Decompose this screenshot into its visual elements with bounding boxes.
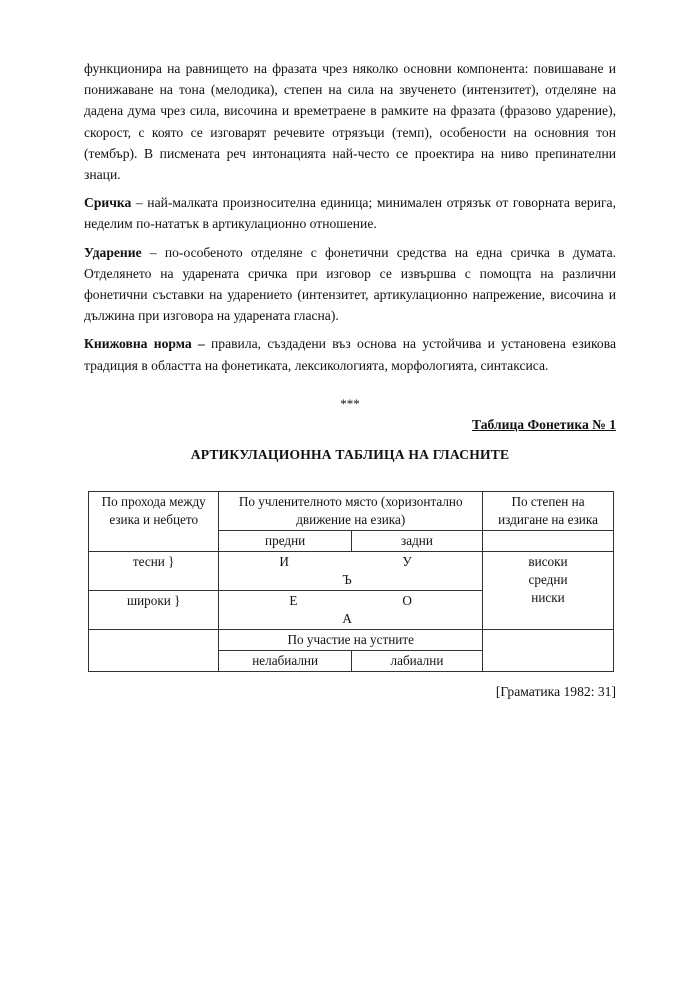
rise-high: високи — [528, 554, 568, 569]
definition-syllable: най-малката произносителна единица; минимален отрязък от говорната верига, неделим по-нататък в артикулационно отношение. — [84, 195, 616, 232]
header-back: задни — [351, 531, 482, 552]
cell-labial: лабиални — [351, 651, 482, 672]
source-citation: [Граматика 1982: 31] — [495, 684, 616, 699]
paragraph-stress: Ударение – по-особеното отделяне с фонетични средства на една сричка в думата. Отделянето на ударената сричка при изговор се извършва с помощта на различни фонетични съставки на ударението (интензитет, артикулационно напрежение, височина и дължина при изговора на ударената гласна). — [84, 244, 617, 324]
vowel-o: О — [402, 593, 412, 608]
header-place: По учленителното място (хоризонтално движение на езика) — [219, 492, 483, 531]
lips-empty-cell — [89, 630, 219, 672]
lips-right-empty-cell — [483, 630, 614, 672]
rise-low: ниски — [531, 590, 565, 605]
table-reference: Таблица Фонетика № 1 — [472, 417, 616, 432]
vowel-table — [88, 491, 614, 672]
rise-mid: средни — [528, 572, 568, 587]
header-passage: По прохода между езика и небцето — [89, 492, 219, 552]
vowel-i: И — [279, 554, 289, 569]
row-narrow-label: тесни } — [89, 552, 219, 591]
header-rise-spacer — [483, 531, 614, 552]
vowel-u: У — [402, 554, 412, 569]
cell-nonlabial: нелабиални — [219, 651, 351, 672]
definition-literary-norm: правила, създадени въз основа на устойчива и установена езикова традиция в областта на фонетиката, лексикологията, морфологията, синтаксиса. — [84, 336, 616, 373]
term-literary-norm: Книжовна норма – — [84, 336, 205, 352]
paragraph-intonation — [84, 58, 616, 185]
row-wide-vowels — [219, 591, 483, 630]
rise-values — [483, 552, 614, 630]
table-title: АРТИКУЛАЦИОННА ТАБЛИЦА НА ГЛАСНИТЕ — [190, 447, 510, 462]
paragraph-literary-norm — [84, 333, 616, 375]
row-narrow-vowels — [219, 552, 483, 591]
definition-stress: по-особеното отделяне с фонетични средства на една сричка в думата. Отделянето на ударената сричка при изговор се извършва с помощта на различни фонетични съставки на ударението (интензитет, артикулационно напрежение, височина и дължина при изговора на ударената гласна). — [84, 244, 617, 324]
paragraph-syllable: Сричка – най-малката произносителна единица; минимален отрязък от говорната верига, неделим по-нататък в артикулационно отношение. — [84, 195, 616, 232]
vowel-schwa: Ъ — [342, 572, 352, 587]
term-syllable: Сричка — [84, 195, 132, 211]
header-front: предни — [219, 531, 351, 552]
document-page — [84, 58, 617, 699]
header-rise: По степен на издигане на езика — [483, 492, 614, 531]
vowel-a: А — [342, 611, 352, 626]
vowel-e: Е — [289, 593, 298, 608]
section-separator: *** — [340, 396, 360, 411]
row-wide-label: широки } — [89, 591, 219, 630]
header-lips: По участие на устните — [219, 630, 483, 651]
term-stress: Ударение — [84, 244, 142, 260]
definition: функционира на равнището на фразата чрез няколко основни компонента: повишаване и понижаване на тона (мелодика), степен на сила на звученето (интензитет), отделяне на дадена дума чрез сила, височина и времетраене в рамките на фразата (фразово ударение), скорост, с която се изговарят речевите отрязъци (темп), особености на основния тон (тембър). В писмената реч интонацията най-често се проектира на ниво препинателни знаци. — [84, 61, 616, 183]
